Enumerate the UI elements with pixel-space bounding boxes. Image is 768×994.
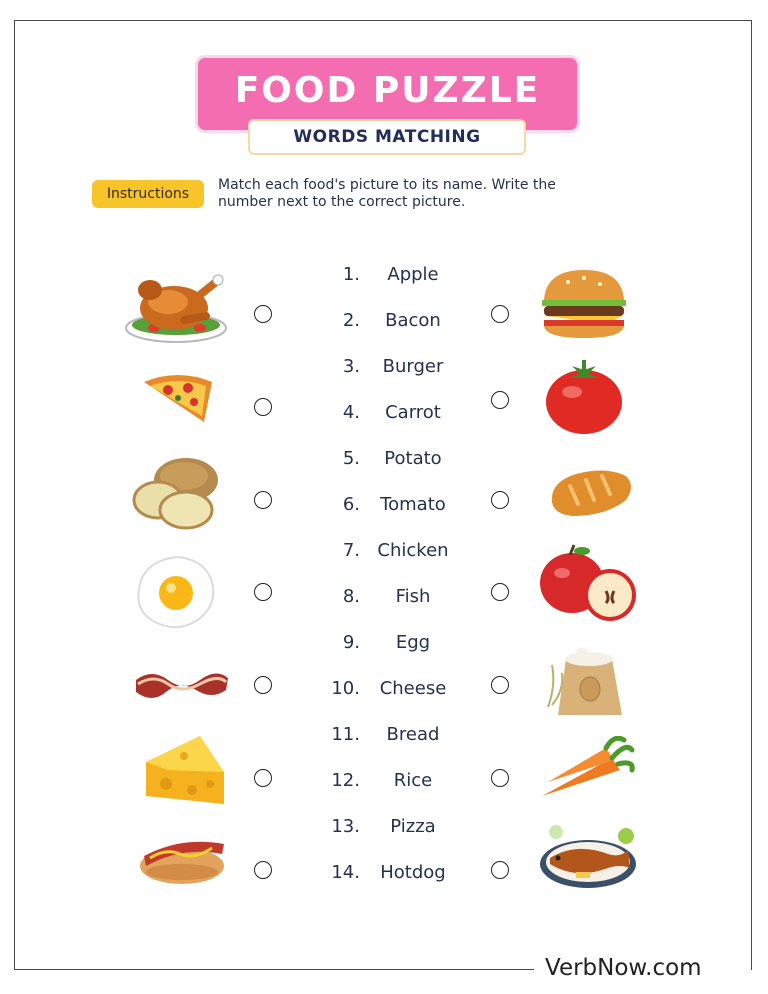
answer-circle-left-3[interactable] — [254, 491, 272, 509]
answer-circle-left-4[interactable] — [254, 583, 272, 601]
word-item — [320, 264, 470, 288]
pizza-icon — [138, 368, 218, 428]
instructions-line-1: Match each food's picture to its name. Write the — [218, 177, 556, 193]
answer-circle-right-2[interactable] — [491, 391, 509, 409]
word-name: Potato — [384, 448, 442, 469]
word-name: Fish — [395, 586, 431, 607]
word-item — [320, 816, 470, 840]
word-number: 1. — [342, 264, 360, 285]
word-name: Burger — [382, 356, 444, 377]
word-number: 13. — [331, 816, 360, 837]
carrot-icon — [536, 736, 636, 802]
word-number: 11. — [331, 724, 360, 745]
answer-circle-left-2[interactable] — [254, 398, 272, 416]
answer-circle-right-7[interactable] — [491, 861, 509, 879]
tomato-icon — [542, 356, 626, 436]
footer-brand: VerbNow.com — [545, 955, 702, 981]
word-number: 2. — [342, 310, 360, 331]
potato-icon — [128, 450, 228, 536]
answer-circle-left-6[interactable] — [254, 769, 272, 787]
word-item — [320, 494, 470, 518]
page-title: FOOD PUZZLE — [234, 70, 541, 111]
word-name: Chicken — [377, 540, 449, 561]
burger-icon — [536, 266, 632, 342]
word-name: Tomato — [380, 494, 446, 515]
fish-icon — [536, 818, 646, 892]
word-name: Carrot — [385, 402, 441, 423]
instructions-text — [218, 177, 638, 211]
word-item — [320, 402, 470, 426]
answer-circle-left-5[interactable] — [254, 676, 272, 694]
word-name: Bread — [386, 724, 440, 745]
bacon-icon — [132, 664, 230, 704]
apple-icon — [536, 543, 642, 625]
word-number: 9. — [342, 632, 360, 653]
cheese-icon — [140, 732, 228, 810]
answer-circle-right-4[interactable] — [491, 583, 509, 601]
word-name: Apple — [387, 264, 439, 285]
word-number: 7. — [342, 540, 360, 561]
chicken-icon — [122, 268, 230, 348]
answer-circle-right-6[interactable] — [491, 769, 509, 787]
answer-circle-right-5[interactable] — [491, 676, 509, 694]
word-item — [320, 724, 470, 748]
bread-icon — [546, 462, 634, 520]
word-name: Rice — [393, 770, 433, 791]
word-item — [320, 632, 470, 656]
word-name: Cheese — [379, 678, 447, 699]
word-item — [320, 540, 470, 564]
instructions-line-2: number next to the correct picture. — [218, 194, 466, 210]
word-item — [320, 770, 470, 794]
word-item — [320, 356, 470, 380]
word-name: Hotdog — [380, 862, 446, 883]
word-number: 14. — [331, 862, 360, 883]
rice-icon — [542, 645, 632, 717]
word-name: Bacon — [385, 310, 441, 331]
word-number: 5. — [342, 448, 360, 469]
word-number: 8. — [342, 586, 360, 607]
hotdog-icon — [136, 826, 228, 890]
word-number: 10. — [331, 678, 360, 699]
word-number: 4. — [342, 402, 360, 423]
answer-circle-left-1[interactable] — [254, 305, 272, 323]
answer-circle-right-3[interactable] — [491, 491, 509, 509]
word-item — [320, 678, 470, 702]
answer-circle-right-1[interactable] — [491, 305, 509, 323]
egg-icon — [133, 553, 219, 633]
worksheet-bottom-line — [14, 969, 534, 970]
word-name: Pizza — [390, 816, 436, 837]
word-number: 3. — [342, 356, 360, 377]
word-item — [320, 310, 470, 334]
word-item — [320, 586, 470, 610]
word-name: Egg — [395, 632, 431, 653]
word-item — [320, 448, 470, 472]
word-number: 12. — [331, 770, 360, 791]
word-item — [320, 862, 470, 886]
word-number: 6. — [342, 494, 360, 515]
instructions-badge: Instructions — [92, 180, 204, 208]
answer-circle-left-7[interactable] — [254, 861, 272, 879]
page-subtitle: WORDS MATCHING — [248, 119, 526, 155]
